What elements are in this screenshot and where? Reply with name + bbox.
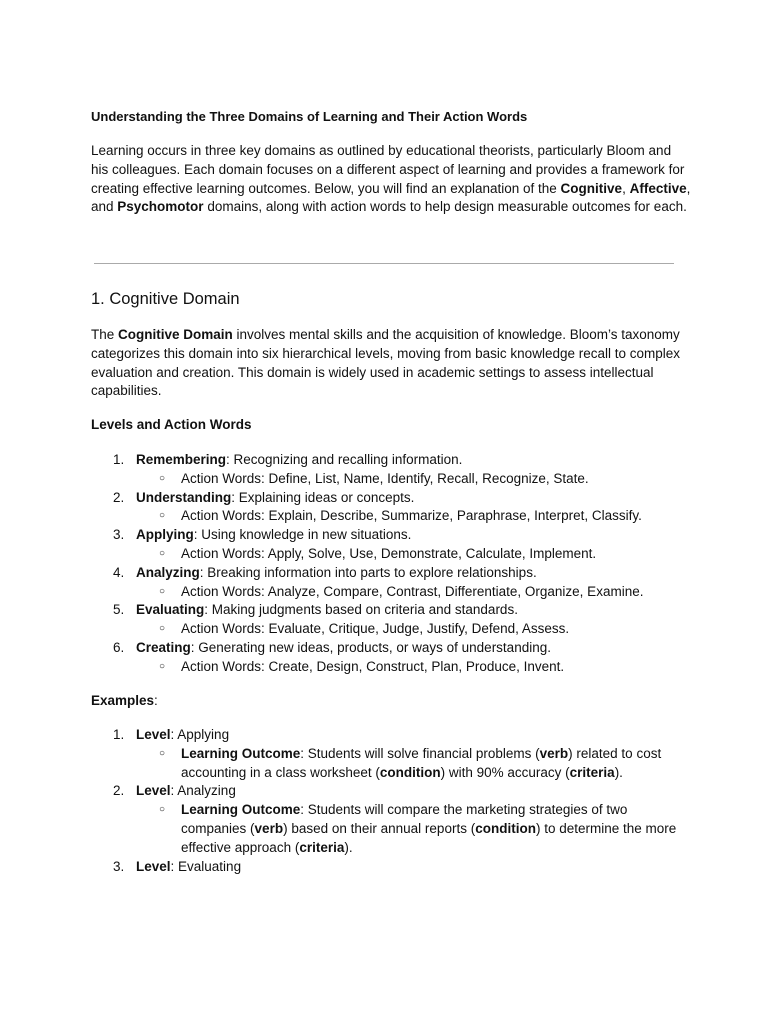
outcome-text: ). <box>614 764 623 780</box>
action-words-list <box>136 545 691 564</box>
levels-heading-text: Levels and Action Words <box>91 417 252 432</box>
example-item <box>91 782 691 857</box>
action-words-item <box>136 583 691 602</box>
level-name: Analyzing <box>136 564 200 580</box>
levels-heading <box>91 416 252 434</box>
hollow-bullet-icon: ○ <box>159 660 166 672</box>
level-item <box>91 526 691 564</box>
level-description: : Using knowledge in new situations. <box>193 527 412 543</box>
outcome-text: ) related to cost accounting in a class worksheet ( <box>181 745 662 780</box>
learning-outcome-list <box>136 801 691 857</box>
hollow-bullet-icon: ○ <box>159 510 166 522</box>
learning-outcome-label: Learning Outcome <box>181 802 301 818</box>
hollow-bullet-icon: ○ <box>159 623 166 635</box>
action-words-list <box>136 583 691 602</box>
level-description: : Breaking information into parts to explore relationships. <box>199 564 537 580</box>
outcome-text: ) with 90% accuracy ( <box>440 764 570 780</box>
level-description: : Recognizing and recalling information. <box>226 452 463 467</box>
level-description: : Making judgments based on criteria and standards. <box>204 602 518 618</box>
example-item <box>91 726 691 782</box>
outcome-condition: condition <box>379 764 441 780</box>
levels-list <box>91 451 691 677</box>
example-level-value: : Applying <box>170 727 230 742</box>
outcome-condition: condition <box>475 820 536 836</box>
level-name: Applying <box>136 527 194 543</box>
example-item <box>91 858 691 877</box>
example-level-label: Level <box>136 783 171 799</box>
examples-heading-colon: : <box>154 693 158 708</box>
hollow-bullet-icon: ○ <box>159 585 166 597</box>
level-item <box>91 639 691 677</box>
para-text: involves mental skills and the acquisition of knowledge. Bloom’s taxonomy categorizes this domain into six hierarchical levels, moving from basic knowledge recall to complex evaluation and creation. This domain is widely used in academic settings to assess intellectual capabilities. <box>91 327 681 399</box>
intro-paragraph <box>91 142 691 217</box>
cognitive-description <box>91 326 691 401</box>
hollow-bullet-icon: ○ <box>159 547 166 559</box>
action-words-item <box>136 470 691 489</box>
action-words-item <box>136 620 691 639</box>
action-words-text: Action Words: Analyze, Compare, Contrast, Differentiate, Organize, Examine. <box>181 583 644 599</box>
learning-outcome-list <box>136 745 691 783</box>
intro-text: domains, along with action words to help design measurable outcomes for each. <box>203 199 687 215</box>
action-words-text: Action Words: Create, Design, Construct, Plan, Produce, Invent. <box>181 658 565 674</box>
action-words-item <box>136 545 691 564</box>
para-bold-cognitive-domain: Cognitive Domain <box>118 327 233 342</box>
learning-outcome-item <box>136 745 691 783</box>
example-level-value: : Evaluating <box>170 858 242 874</box>
example-level-label: Level <box>136 858 171 874</box>
action-words-text: Action Words: Explain, Describe, Summarize, Paraphrase, Interpret, Classify. <box>181 508 642 524</box>
outcome-verb: verb <box>254 820 284 836</box>
level-item <box>91 451 691 489</box>
action-words-text: Action Words: Define, List, Name, Identify, Recall, Recognize, State. <box>181 470 589 486</box>
level-name: Creating <box>136 639 191 655</box>
hollow-bullet-icon: ○ <box>159 472 166 484</box>
action-words-text: Action Words: Evaluate, Critique, Judge, Justify, Defend, Assess. <box>181 621 570 637</box>
level-name: Understanding <box>136 489 232 505</box>
learning-outcome-item <box>136 801 691 857</box>
level-name: Remembering <box>136 452 227 467</box>
hollow-bullet-icon: ○ <box>159 747 166 759</box>
action-words-item <box>136 507 691 526</box>
list-number: 2. <box>113 489 125 505</box>
outcome-text: ). <box>344 839 353 855</box>
examples-heading <box>91 692 158 710</box>
examples-list <box>91 726 691 876</box>
level-item <box>91 564 691 602</box>
list-number: 1. <box>113 452 125 467</box>
outcome-text: : Students will compare the marketing strategies of two companies ( <box>181 802 628 836</box>
example-level-label: Level <box>136 727 171 742</box>
intro-bold-psychomotor: Psychomotor <box>117 199 204 215</box>
intro-bold-cognitive: Cognitive <box>560 180 623 196</box>
learning-outcome-label: Learning Outcome <box>181 745 301 761</box>
level-item <box>91 489 691 527</box>
section-heading-cognitive: 1. Cognitive Domain <box>91 290 240 308</box>
list-number: 6. <box>113 639 125 655</box>
action-words-list <box>136 507 691 526</box>
example-level-value: : Analyzing <box>170 783 236 799</box>
action-words-text: Action Words: Apply, Solve, Use, Demonstrate, Calculate, Implement. <box>181 545 597 561</box>
outcome-text: ) to determine the more effective approach ( <box>181 820 677 855</box>
list-number: 3. <box>113 527 125 543</box>
intro-text: , and <box>91 180 691 215</box>
level-item <box>91 601 691 639</box>
list-number: 4. <box>113 564 125 580</box>
action-words-item <box>136 658 691 677</box>
list-number: 2. <box>113 783 125 799</box>
horizontal-divider <box>94 263 674 264</box>
list-number: 3. <box>113 858 125 874</box>
document-title: Understanding the Three Domains of Learning and Their Action Words <box>91 109 528 124</box>
para-text: The <box>91 327 119 342</box>
outcome-criteria: criteria <box>569 764 615 780</box>
action-words-list <box>136 658 691 677</box>
level-description: : Generating new ideas, products, or ways of understanding. <box>190 639 551 655</box>
intro-bold-affective: Affective <box>629 180 687 196</box>
action-words-list <box>136 470 691 489</box>
intro-text: Learning occurs in three key domains as outlined by educational theorists, particularly Bloom and his colleagues. Each domain focuses on a different aspect of learning and provides a framework for creating effective learning outcomes. Below, you will find an explanation of the <box>91 143 685 196</box>
examples-heading-text: Examples <box>91 693 155 708</box>
list-number: 5. <box>113 602 125 618</box>
outcome-criteria: criteria <box>299 839 345 855</box>
level-name: Evaluating <box>136 602 205 618</box>
outcome-text: : Students will solve financial problems ( <box>300 745 540 761</box>
hollow-bullet-icon: ○ <box>159 804 166 816</box>
intro-text: , <box>622 180 630 196</box>
list-number: 1. <box>113 727 125 742</box>
outcome-text: ) based on their annual reports ( <box>283 820 476 836</box>
level-description: : Explaining ideas or concepts. <box>231 489 415 505</box>
outcome-verb: verb <box>539 745 569 761</box>
action-words-list <box>136 620 691 639</box>
